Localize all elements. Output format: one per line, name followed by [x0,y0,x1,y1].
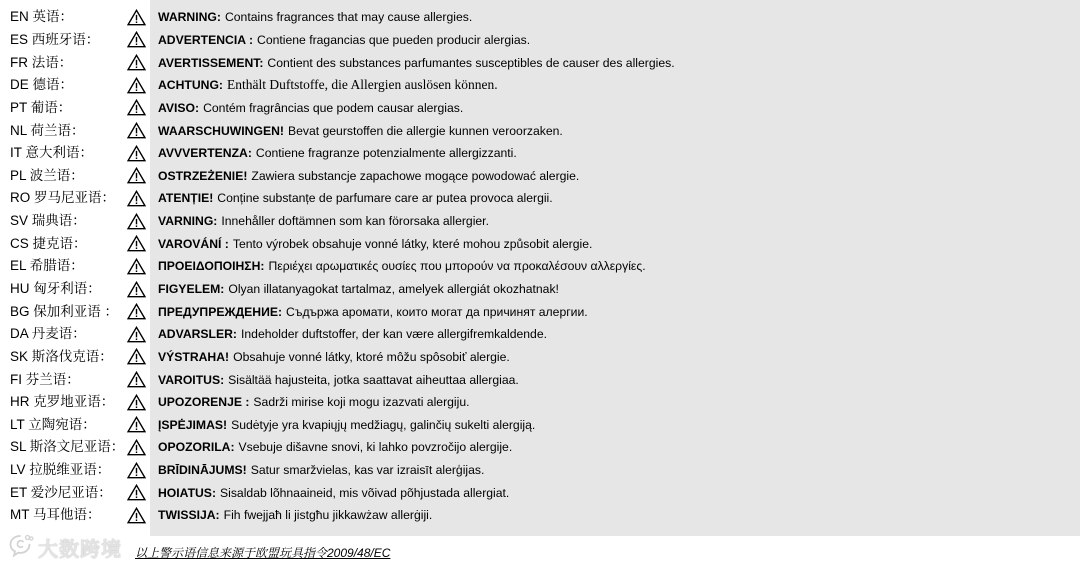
warning-triangle-icon [127,326,150,343]
warning-body: Съдържа аромати, които могат да причинят алергии. [286,304,588,319]
warning-triangle-icon [127,77,150,94]
language-label: SV 瑞典语： [10,213,86,229]
language-label: ES 西班牙语： [10,31,100,47]
warning-heading: AVISO: [158,100,200,115]
warning-triangle-icon [127,190,150,207]
warning-row [0,51,1080,74]
watermark [8,533,122,562]
warning-body: Enthält Duftstoffe, die Allergien auslösen können. [227,77,498,93]
warning-row [0,210,1080,233]
warning-heading: VAROVÁNÍ : [158,236,229,251]
warning-row [0,323,1080,346]
warning-heading: ΠΡΟΕΙΔΟΠΟΙΗΣΗ: [158,259,265,274]
language-label: CS 捷克语： [10,235,87,251]
warning-text [150,190,553,206]
warning-triangle-icon [127,167,150,184]
warning-triangle-icon [127,31,150,48]
warning-text [150,55,675,71]
warning-heading: HOIATUS: [158,485,216,500]
warning-row [0,97,1080,120]
warning-row [0,278,1080,301]
warning-row [0,6,1080,29]
warning-row [0,119,1080,142]
warning-triangle-icon [127,122,150,139]
warning-body: Sudėtyje yra kvapiųjų medžiagų, galinčių sukelti alergiją. [231,417,536,432]
warning-text [150,100,463,116]
warning-triangle-icon [127,54,150,71]
warning-heading: TWISSIJA: [158,508,220,523]
warning-triangle-icon [127,281,150,298]
warning-heading: WARNING: [158,10,221,25]
warning-text [150,462,484,478]
language-label: DA 丹麦语： [10,326,86,342]
warning-body: Zawiera substancje zapachowe mogące powodować alergie. [251,168,580,183]
warning-heading: UPOZORENJE : [158,395,250,410]
warning-row [0,346,1080,369]
warning-row [0,300,1080,323]
language-label: MT 马耳他语： [10,507,101,523]
warning-row [0,232,1080,255]
warning-heading: VÝSTRAHA! [158,349,230,364]
warning-triangle-icon [127,439,150,456]
warning-heading: OPOZORILA: [158,440,235,455]
language-label: EL 希腊语： [10,258,84,274]
warning-heading: OSTRZEŻENIE! [158,168,248,183]
warning-text [150,281,559,297]
watermark-text: 大数跨境 [38,537,122,561]
warning-heading: VAROITUS: [158,372,225,387]
warning-triangle-icon [127,507,150,524]
warning-text [150,258,646,274]
warning-body: Vsebuje dišavne snovi, ki lahko povzročijo alergije. [238,440,513,455]
warning-body: Contiene fragranze potenzialmente allergizzanti. [255,146,517,161]
warning-body: Contém fragrâncias que podem causar alergias. [203,100,464,115]
speech-bubble-logo-icon [8,533,34,562]
language-label: PT 葡语： [10,99,72,115]
warning-text [150,304,588,320]
warning-triangle-icon [127,348,150,365]
warning-text [150,9,472,25]
language-label: EN 英语： [10,9,74,25]
warning-body: Sadrži mirise koji mogu izazvati alergiju. [253,395,470,410]
language-label: RO 罗马尼亚语： [10,190,116,206]
warning-body: Obsahuje vonné látky, ktoré môžu spôsobiť alergie. [233,349,510,364]
warning-row [0,29,1080,52]
warning-body: Innehåller doftämnen som kan förorsaka allergier. [221,214,489,229]
warning-body: Sisältää hajusteita, jotka saattavat aiheuttaa allergiaa. [228,372,519,387]
language-label: DE 德语： [10,77,74,93]
warning-row [0,481,1080,504]
warning-heading: ĮSPĖJIMAS! [158,417,228,432]
language-label: HU 匈牙利语： [10,281,101,296]
warning-heading: ACHTUNG: [158,78,223,93]
warning-body: Indeholder duftstoffer, der kan være allergifremkaldende. [241,327,547,342]
warning-row [0,459,1080,482]
language-label: NL 荷兰语： [10,122,85,138]
warning-body: Contiene fragancias que pueden producir alergias. [257,32,531,47]
warning-heading: VARNING: [158,214,218,229]
warning-body: Περιέχει αρωματικές ουσίες που μπορούν να προκαλέσουν αλλεργίες. [268,259,646,274]
warning-row [0,391,1080,414]
warning-triangle-icon [127,145,150,162]
warning-heading: BRĪDINĀJUMS! [158,463,247,478]
language-label: FR 法语： [10,54,73,70]
warning-triangle-icon [127,484,150,501]
warning-body: Tento výrobek obsahuje vonné látky, které mohou způsobit alergie. [232,236,593,251]
warning-triangle-icon [127,371,150,388]
warning-body: Fih fwejjaħ li jistgħu jikkawżaw allerġiji. [223,508,433,523]
source-note: 以上警示语信息来源于欧盟玩具指令2009/48/EC [135,546,391,560]
warning-body: Contains fragrances that may cause allergies. [224,10,473,25]
warning-triangle-icon [127,9,150,26]
warning-row [0,142,1080,165]
warning-heading: FIGYELEM: [158,282,225,296]
warning-body: Conține substanțe de parfumare care ar putea provoca alergii. [217,191,553,206]
warning-triangle-icon [127,213,150,230]
warning-text [150,485,509,501]
warning-heading: ATENȚIE! [158,191,214,206]
language-label: IT 意大利语： [10,145,94,161]
warning-text [150,372,519,388]
warning-triangle-icon [127,258,150,275]
warning-text [150,417,535,433]
language-label: LT 立陶宛语： [10,416,96,432]
warning-text [150,349,510,365]
language-label: SL 斯洛文尼亚语： [10,439,125,455]
warning-row [0,255,1080,278]
warning-text [150,123,563,139]
warning-text [150,236,592,252]
warning-text [150,168,579,184]
warning-text [150,394,470,410]
warning-body: Contient des substances parfumantes susceptibles de causer des allergies. [267,55,675,70]
warning-row [0,74,1080,97]
warning-body: Bevat geurstoffen die allergie kunnen veroorzaken. [287,123,563,138]
warning-triangle-icon [127,235,150,252]
language-label: ET 爱沙尼亚语： [10,484,112,500]
warning-row [0,368,1080,391]
warning-text [150,326,547,342]
warning-heading: AVVVERTENZA: [158,146,252,161]
warning-row [0,414,1080,437]
warning-text [150,32,530,48]
language-label: BG 保加利亚语 ： [10,303,119,319]
language-label: LV 拉脱维亚语： [10,462,111,478]
warning-list [0,6,1080,527]
warning-row [0,436,1080,459]
warning-row [0,164,1080,187]
warning-heading: ADVARSLER: [158,327,237,342]
warning-text [150,213,489,229]
warning-text [150,439,512,455]
warning-text [150,507,432,523]
language-label: FI 芬兰语： [10,371,80,387]
warning-triangle-icon [127,99,150,116]
warning-text [150,77,498,93]
warning-triangle-icon [127,416,150,433]
language-label: SK 斯洛伐克语： [10,348,113,364]
language-label: PL 波兰语： [10,167,84,183]
warning-body: Satur smaržvielas, kas var izraisīt alerģijas. [250,463,485,478]
warning-heading: ПРЕДУПРЕЖДЕНИЕ: [158,304,283,319]
warning-heading: AVERTISSEMENT: [158,55,264,70]
warning-body: Olyan illatanyagokat tartalmaz, amelyek allergiát okozhatnak! [228,282,559,296]
warning-row [0,187,1080,210]
warning-heading: WAARSCHUWINGEN! [158,123,284,138]
language-label: HR 克罗地亚语： [10,394,115,410]
warning-triangle-icon [127,462,150,479]
warning-text [150,145,517,161]
warning-triangle-icon [127,394,150,411]
warning-heading: ADVERTENCIA : [158,32,254,47]
warning-body: Sisaldab lõhnaaineid, mis võivad põhjustada allergiat. [220,485,510,500]
warning-triangle-icon [127,303,150,320]
warning-row [0,504,1080,527]
